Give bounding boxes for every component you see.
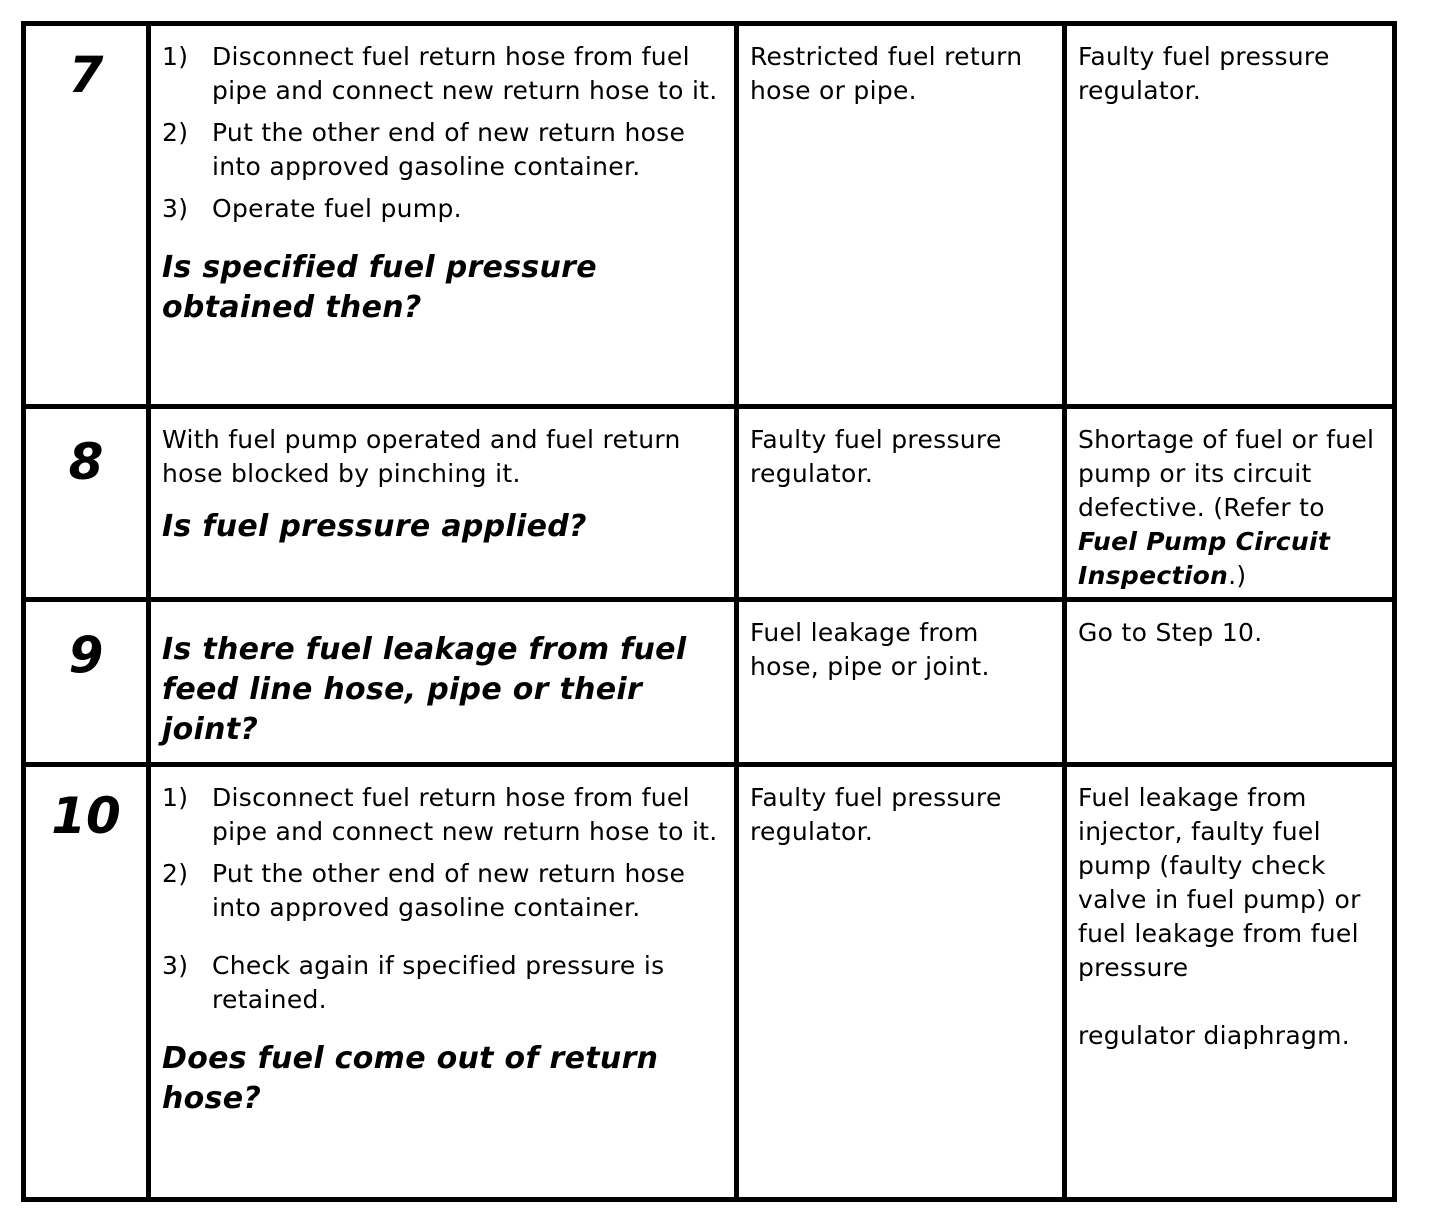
no-cell [1065, 600, 1395, 765]
action-text: Disconnect fuel return hose from fuel pipe and connect new return hose to it. [212, 42, 718, 105]
action-cell [149, 24, 737, 407]
action-item [162, 781, 724, 849]
step-number-cell [24, 407, 149, 600]
step-number: 9 [68, 626, 104, 684]
yes-text: Faulty fuel pressure regulator. [750, 425, 1002, 488]
yes-cell [737, 24, 1065, 407]
action-text: Put the other end of new return hose into approved gasoline container. [212, 859, 686, 922]
no-text: regulator diaphragm. [1078, 1021, 1351, 1050]
action-list [162, 781, 724, 1017]
step-number: 10 [51, 787, 121, 845]
table-row-step-7 [24, 24, 1395, 407]
spacer [1078, 985, 1382, 1019]
table-row-step-8 [24, 407, 1395, 600]
step-number-cell [24, 765, 149, 1200]
no-cell [1065, 407, 1395, 600]
yes-cell [737, 765, 1065, 1200]
no-text: Faulty fuel pressure regulator. [1078, 42, 1330, 105]
table-row-step-9 [24, 600, 1395, 765]
action-number: 1) [162, 783, 189, 812]
yes-text: Restricted fuel return hose or pipe. [750, 42, 1023, 105]
yes-text: Fuel leakage from hose, pipe or joint. [750, 618, 990, 681]
no-cell [1065, 24, 1395, 407]
action-number: 3) [162, 951, 189, 980]
action-item [162, 949, 724, 1017]
yes-text: Faulty fuel pressure regulator. [750, 783, 1002, 846]
no-text-part: Shortage of fuel or fuel pump or its circuit defective. (Refer to [1078, 425, 1375, 522]
step-question: Does fuel come out of return hose? [162, 1041, 659, 1116]
yes-cell [737, 407, 1065, 600]
action-text: Check again if specified pressure is retained. [212, 951, 665, 1014]
action-item [162, 192, 724, 226]
no-text: Go to Step 10. [1078, 618, 1263, 647]
yes-cell [737, 600, 1065, 765]
step-question: Is fuel pressure applied? [162, 509, 587, 544]
step-question: Is specified fuel pressure obtained then? [162, 250, 597, 325]
no-cell [1065, 765, 1395, 1200]
step-number: 8 [68, 433, 104, 491]
action-number: 2) [162, 118, 189, 147]
action-number: 3) [162, 194, 189, 223]
step-number-cell [24, 600, 149, 765]
no-text [1067, 409, 1392, 593]
action-list [162, 40, 724, 226]
no-text: Fuel leakage from injector, faulty fuel pump (faulty check valve in fuel pump) or fuel leakage from fuel pressure [1078, 783, 1361, 982]
reference-link-fuel-pump-circuit: Fuel Pump Circuit Inspection [1078, 527, 1331, 590]
action-cell [149, 407, 737, 600]
no-text-part: .) [1228, 561, 1247, 590]
step-number-cell [24, 24, 149, 407]
action-text: Operate fuel pump. [212, 194, 462, 223]
table-row-step-10 [24, 765, 1395, 1200]
action-text: Disconnect fuel return hose from fuel pipe and connect new return hose to it. [212, 783, 718, 846]
diagnosis-table [21, 21, 1397, 1202]
action-cell [149, 765, 737, 1200]
action-cell [149, 600, 737, 765]
action-text: With fuel pump operated and fuel return hose blocked by pinching it. [162, 425, 681, 488]
action-item [162, 40, 724, 108]
step-question: Is there fuel leakage from fuel feed line hose, pipe or their joint? [162, 632, 687, 747]
action-text: Put the other end of new return hose into approved gasoline container. [212, 118, 686, 181]
action-item [162, 857, 724, 925]
step-number: 7 [68, 46, 104, 104]
action-number: 2) [162, 859, 189, 888]
action-item [162, 116, 724, 184]
action-number: 1) [162, 42, 189, 71]
